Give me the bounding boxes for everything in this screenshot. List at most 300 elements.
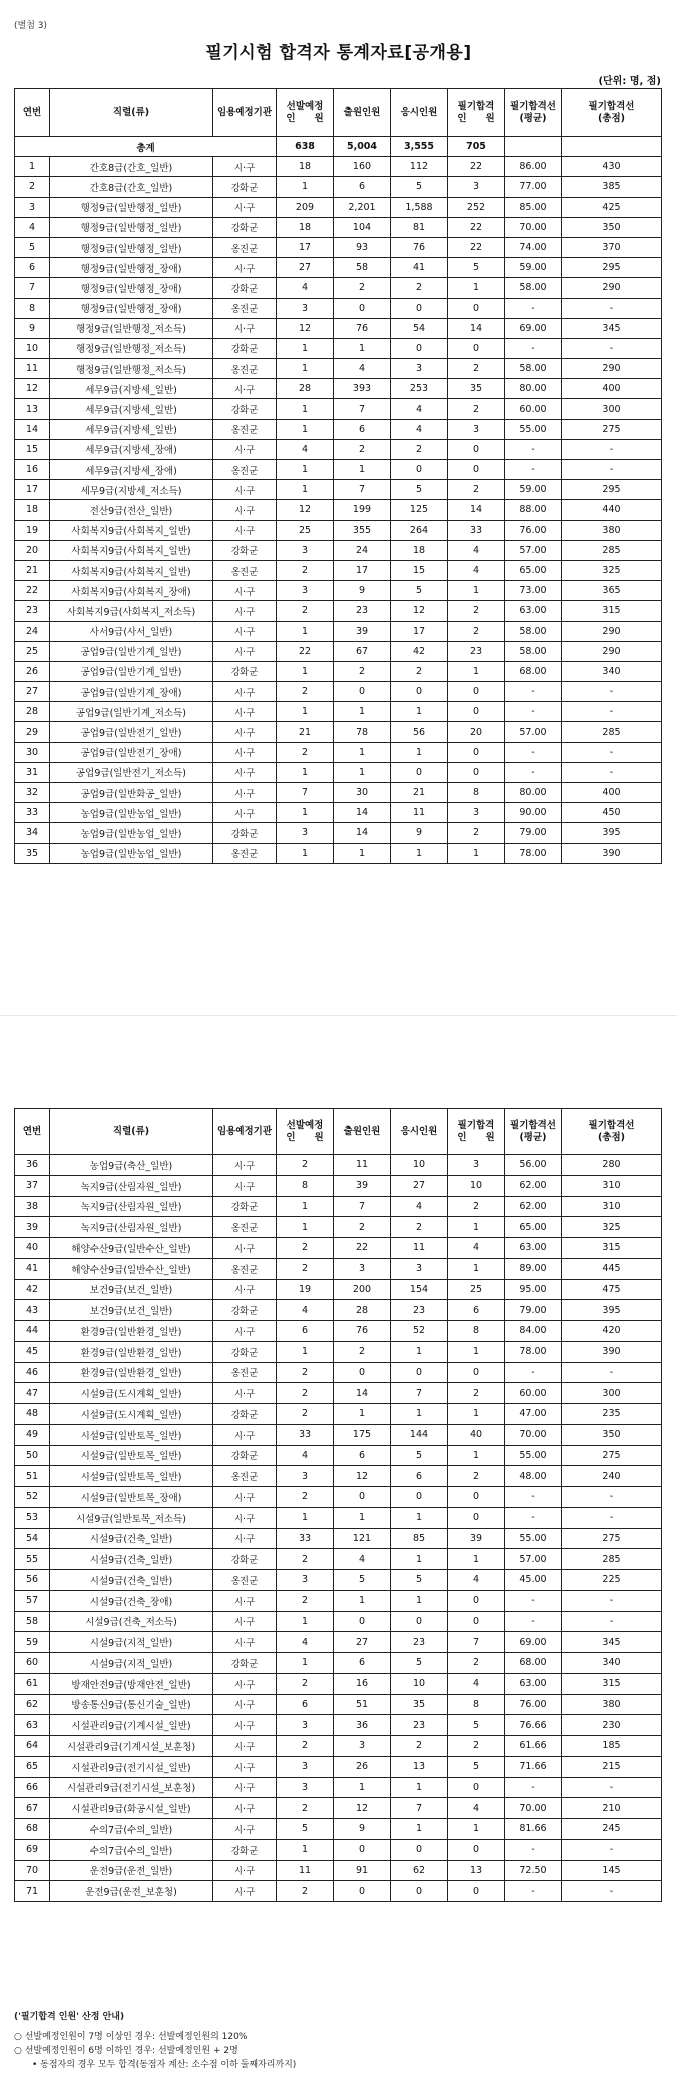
- cell-cut-avg: 58.00: [505, 359, 562, 379]
- cell-applied: 7: [334, 480, 391, 500]
- cell-no: 26: [15, 661, 50, 681]
- cell-applied: 1: [334, 338, 391, 358]
- cell-plan: 1: [277, 702, 334, 722]
- cell-applied: 0: [334, 1839, 391, 1860]
- cell-plan: 12: [277, 318, 334, 338]
- cell-agency: 시·구: [213, 1736, 277, 1757]
- cell-applied: 16: [334, 1673, 391, 1694]
- cell-cut-avg: 90.00: [505, 803, 562, 823]
- cell-cut-avg: 73.00: [505, 581, 562, 601]
- cell-agency: 시·구: [213, 1777, 277, 1798]
- cell-agency: 강화군: [213, 338, 277, 358]
- cell-cut-total: -: [562, 1590, 662, 1611]
- cell-agency: 옹진군: [213, 843, 277, 863]
- notes-line-1: ○ 선발예정인원이 7명 이상인 경우: 선발예정인원의 120%: [14, 2032, 248, 2042]
- cell-plan: 3: [277, 298, 334, 318]
- cell-took: 54: [391, 318, 448, 338]
- cell-plan: 2: [277, 560, 334, 580]
- cell-passed: 35: [448, 379, 505, 399]
- cell-no: 18: [15, 500, 50, 520]
- cell-job: 시설관리9급(기계시설_보훈청): [50, 1736, 213, 1757]
- total-label: 총계: [15, 137, 277, 157]
- cell-no: 5: [15, 237, 50, 257]
- cell-took: 42: [391, 641, 448, 661]
- table-row: [15, 1424, 662, 1445]
- cell-took: 5: [391, 581, 448, 601]
- header-agency: 임용예정기관: [213, 89, 277, 137]
- cell-cut-avg: -: [505, 762, 562, 782]
- cell-applied: 4: [334, 359, 391, 379]
- cell-plan: 1: [277, 1839, 334, 1860]
- cell-took: 1: [391, 1404, 448, 1425]
- cell-job: 공업9급(일반기계_일반): [50, 661, 213, 681]
- cell-cut-avg: 58.00: [505, 621, 562, 641]
- cell-cut-avg: 86.00: [505, 157, 562, 177]
- table-row: [15, 1175, 662, 1196]
- table-row: [15, 480, 662, 500]
- cell-passed: 2: [448, 601, 505, 621]
- cell-job: 농업9급(일반농업_일반): [50, 823, 213, 843]
- cell-passed: 0: [448, 1590, 505, 1611]
- cell-took: 3: [391, 1258, 448, 1279]
- cell-agency: 시·구: [213, 1383, 277, 1404]
- cell-cut-total: 390: [562, 843, 662, 863]
- cell-cut-avg: 89.00: [505, 1258, 562, 1279]
- stats-table-1: [14, 88, 662, 864]
- table-row: [15, 1673, 662, 1694]
- cell-applied: 76: [334, 1321, 391, 1342]
- cell-applied: 39: [334, 1175, 391, 1196]
- cell-no: 58: [15, 1611, 50, 1632]
- cell-cut-avg: -: [505, 460, 562, 480]
- table-row: [15, 1777, 662, 1798]
- cell-no: 10: [15, 338, 50, 358]
- cell-plan: 8: [277, 1175, 334, 1196]
- cell-plan: 3: [277, 1715, 334, 1736]
- cell-passed: 0: [448, 1839, 505, 1860]
- cell-cut-avg: 81.66: [505, 1819, 562, 1840]
- table-row: [15, 1860, 662, 1881]
- cell-cut-total: 215: [562, 1756, 662, 1777]
- cell-agency: 시·구: [213, 1507, 277, 1528]
- cell-agency: 옹진군: [213, 1258, 277, 1279]
- cell-took: 17: [391, 621, 448, 641]
- cell-no: 41: [15, 1258, 50, 1279]
- cell-job: 행정9급(일반행정_저소득): [50, 338, 213, 358]
- cell-agency: 시·구: [213, 520, 277, 540]
- cell-job: 녹지9급(산림자원_일반): [50, 1196, 213, 1217]
- cell-applied: 14: [334, 823, 391, 843]
- cell-no: 31: [15, 762, 50, 782]
- cell-agency: 시·구: [213, 439, 277, 459]
- cell-passed: 2: [448, 1653, 505, 1674]
- notes-line-2: ○ 선발예정인원이 6명 이하인 경우: 선발예정인원 + 2명: [14, 2046, 238, 2056]
- header-passed: 필기합격 인 원: [448, 1109, 505, 1155]
- cell-applied: 2: [334, 1217, 391, 1238]
- table-row: [15, 338, 662, 358]
- cell-cut-avg: -: [505, 1881, 562, 1902]
- cell-cut-avg: 59.00: [505, 480, 562, 500]
- cell-passed: 1: [448, 1445, 505, 1466]
- cell-cut-avg: -: [505, 682, 562, 702]
- cell-agency: 시·구: [213, 318, 277, 338]
- cell-cut-avg: 76.00: [505, 520, 562, 540]
- cell-applied: 39: [334, 621, 391, 641]
- cell-cut-total: 350: [562, 217, 662, 237]
- cell-cut-avg: 79.00: [505, 1300, 562, 1321]
- cell-plan: 2: [277, 1258, 334, 1279]
- cell-agency: 강화군: [213, 1196, 277, 1217]
- cell-job: 사회복지9급(사회복지_일반): [50, 540, 213, 560]
- cell-job: 공업9급(일반기계_저소득): [50, 702, 213, 722]
- cell-cut-avg: 70.00: [505, 1798, 562, 1819]
- cell-no: 46: [15, 1362, 50, 1383]
- cell-agency: 강화군: [213, 1445, 277, 1466]
- cell-no: 4: [15, 217, 50, 237]
- header-applied: 출원인원: [334, 1109, 391, 1155]
- cell-took: 0: [391, 460, 448, 480]
- cell-took: 62: [391, 1860, 448, 1881]
- cell-agency: 강화군: [213, 661, 277, 681]
- cell-no: 15: [15, 439, 50, 459]
- total-applied: 5,004: [334, 137, 391, 157]
- table-row: [15, 237, 662, 257]
- cell-cut-total: -: [562, 762, 662, 782]
- cell-plan: 4: [277, 1300, 334, 1321]
- table-row: [15, 278, 662, 298]
- cell-cut-total: 380: [562, 1694, 662, 1715]
- cell-no: 17: [15, 480, 50, 500]
- cell-applied: 76: [334, 318, 391, 338]
- cell-passed: 22: [448, 237, 505, 257]
- cell-plan: 4: [277, 1632, 334, 1653]
- cell-took: 5: [391, 1445, 448, 1466]
- cell-took: 4: [391, 399, 448, 419]
- cell-took: 15: [391, 560, 448, 580]
- cell-job: 시설9급(일반토목_일반): [50, 1466, 213, 1487]
- cell-took: 2: [391, 1217, 448, 1238]
- cell-applied: 5: [334, 1570, 391, 1591]
- cell-job: 사회복지9급(사회복지_일반): [50, 560, 213, 580]
- cell-passed: 23: [448, 641, 505, 661]
- cell-cut-avg: 63.00: [505, 1238, 562, 1259]
- cell-applied: 9: [334, 1819, 391, 1840]
- cell-applied: 91: [334, 1860, 391, 1881]
- attachment-tag: (별첨 3): [14, 21, 47, 31]
- cell-no: 45: [15, 1341, 50, 1362]
- cell-agency: 시·구: [213, 1756, 277, 1777]
- cell-cut-avg: 60.00: [505, 1383, 562, 1404]
- cell-applied: 6: [334, 1653, 391, 1674]
- cell-job: 보건9급(보건_일반): [50, 1279, 213, 1300]
- cell-no: 8: [15, 298, 50, 318]
- cell-applied: 2: [334, 278, 391, 298]
- table-row: [15, 1798, 662, 1819]
- cell-cut-total: 275: [562, 1528, 662, 1549]
- cell-applied: 2: [334, 439, 391, 459]
- cell-no: 71: [15, 1881, 50, 1902]
- cell-took: 144: [391, 1424, 448, 1445]
- cell-cut-avg: 63.00: [505, 1673, 562, 1694]
- cell-cut-total: 430: [562, 157, 662, 177]
- cell-agency: 시·구: [213, 762, 277, 782]
- cell-plan: 1: [277, 1653, 334, 1674]
- table-row: [15, 1279, 662, 1300]
- cell-applied: 2: [334, 661, 391, 681]
- header-cut-avg: 필기합격선 (평균): [505, 1109, 562, 1155]
- header-cut-avg: 필기합격선 (평균): [505, 89, 562, 137]
- cell-no: 25: [15, 641, 50, 661]
- cell-plan: 2: [277, 1238, 334, 1259]
- cell-no: 57: [15, 1590, 50, 1611]
- cell-cut-avg: 60.00: [505, 399, 562, 419]
- cell-took: 5: [391, 1653, 448, 1674]
- cell-job: 시설9급(도시계획_일반): [50, 1383, 213, 1404]
- cell-plan: 6: [277, 1321, 334, 1342]
- cell-cut-avg: 68.00: [505, 1653, 562, 1674]
- cell-took: 23: [391, 1715, 448, 1736]
- cell-plan: 17: [277, 237, 334, 257]
- cell-cut-total: 310: [562, 1175, 662, 1196]
- cell-cut-avg: 70.00: [505, 217, 562, 237]
- cell-no: 61: [15, 1673, 50, 1694]
- cell-cut-total: -: [562, 1611, 662, 1632]
- cell-cut-avg: 71.66: [505, 1756, 562, 1777]
- cell-job: 환경9급(일반환경_일반): [50, 1321, 213, 1342]
- cell-passed: 0: [448, 439, 505, 459]
- cell-agency: 강화군: [213, 1839, 277, 1860]
- cell-agency: 시·구: [213, 702, 277, 722]
- cell-no: 13: [15, 399, 50, 419]
- cell-passed: 1: [448, 581, 505, 601]
- cell-applied: 28: [334, 1300, 391, 1321]
- cell-cut-total: 145: [562, 1860, 662, 1881]
- cell-agency: 시·구: [213, 1611, 277, 1632]
- cell-plan: 2: [277, 1673, 334, 1694]
- cell-agency: 옹진군: [213, 298, 277, 318]
- header-no: 연번: [15, 89, 50, 137]
- cell-agency: 시·구: [213, 722, 277, 742]
- cell-cut-avg: 58.00: [505, 641, 562, 661]
- cell-job: 공업9급(일반전기_일반): [50, 722, 213, 742]
- cell-took: 2: [391, 439, 448, 459]
- cell-no: 65: [15, 1756, 50, 1777]
- cell-job: 행정9급(일반행정_장애): [50, 278, 213, 298]
- table-row: [15, 1507, 662, 1528]
- cell-agency: 시·구: [213, 1819, 277, 1840]
- table-row: [15, 621, 662, 641]
- cell-job: 사회복지9급(사회복지_저소득): [50, 601, 213, 621]
- cell-plan: 1: [277, 419, 334, 439]
- cell-agency: 옹진군: [213, 1217, 277, 1238]
- cell-plan: 1: [277, 843, 334, 863]
- cell-job: 행정9급(일반행정_일반): [50, 197, 213, 217]
- cell-plan: 3: [277, 1756, 334, 1777]
- cell-passed: 0: [448, 682, 505, 702]
- cell-plan: 2: [277, 1736, 334, 1757]
- cell-plan: 2: [277, 1798, 334, 1819]
- cell-no: 38: [15, 1196, 50, 1217]
- cell-cut-avg: 57.00: [505, 540, 562, 560]
- cell-job: 시설9급(건축_장애): [50, 1590, 213, 1611]
- cell-applied: 1: [334, 702, 391, 722]
- cell-no: 37: [15, 1175, 50, 1196]
- table-row: [15, 379, 662, 399]
- cell-agency: 시·구: [213, 621, 277, 641]
- cell-agency: 강화군: [213, 1300, 277, 1321]
- cell-agency: 옹진군: [213, 1570, 277, 1591]
- cell-agency: 시·구: [213, 480, 277, 500]
- cell-agency: 시·구: [213, 1279, 277, 1300]
- cell-cut-total: 425: [562, 197, 662, 217]
- cell-cut-total: -: [562, 1507, 662, 1528]
- cell-plan: 1: [277, 803, 334, 823]
- cell-cut-avg: 78.00: [505, 843, 562, 863]
- cell-cut-avg: 79.00: [505, 823, 562, 843]
- cell-job: 수의7급(수의_일반): [50, 1839, 213, 1860]
- cell-took: 1,588: [391, 197, 448, 217]
- cell-agency: 옹진군: [213, 560, 277, 580]
- cell-job: 행정9급(일반행정_일반): [50, 237, 213, 257]
- cell-plan: 2: [277, 1487, 334, 1508]
- cell-took: 52: [391, 1321, 448, 1342]
- cell-applied: 0: [334, 1881, 391, 1902]
- cell-no: 24: [15, 621, 50, 641]
- cell-no: 55: [15, 1549, 50, 1570]
- cell-applied: 1: [334, 1590, 391, 1611]
- cell-cut-total: 475: [562, 1279, 662, 1300]
- cell-cut-avg: 74.00: [505, 237, 562, 257]
- cell-passed: 0: [448, 1487, 505, 1508]
- table-row: [15, 177, 662, 197]
- cell-took: 0: [391, 1362, 448, 1383]
- cell-cut-total: -: [562, 298, 662, 318]
- cell-cut-total: 345: [562, 318, 662, 338]
- cell-applied: 0: [334, 298, 391, 318]
- cell-applied: 27: [334, 1632, 391, 1653]
- cell-took: 56: [391, 722, 448, 742]
- cell-job: 농업9급(축산_일반): [50, 1155, 213, 1176]
- cell-took: 1: [391, 843, 448, 863]
- cell-took: 21: [391, 783, 448, 803]
- table-row: [15, 1238, 662, 1259]
- cell-cut-avg: 76.00: [505, 1694, 562, 1715]
- cell-applied: 2,201: [334, 197, 391, 217]
- cell-applied: 200: [334, 1279, 391, 1300]
- cell-job: 행정9급(일반행정_저소득): [50, 359, 213, 379]
- cell-took: 41: [391, 258, 448, 278]
- cell-no: 21: [15, 560, 50, 580]
- cell-cut-avg: 72.50: [505, 1860, 562, 1881]
- cell-cut-total: 275: [562, 1445, 662, 1466]
- cell-cut-total: 345: [562, 1632, 662, 1653]
- table-row: [15, 601, 662, 621]
- cell-took: 1: [391, 1341, 448, 1362]
- cell-plan: 1: [277, 359, 334, 379]
- cell-plan: 1: [277, 338, 334, 358]
- cell-cut-avg: 56.00: [505, 1155, 562, 1176]
- cell-cut-total: 310: [562, 1196, 662, 1217]
- table-row: [15, 1321, 662, 1342]
- cell-passed: 2: [448, 399, 505, 419]
- cell-no: 32: [15, 783, 50, 803]
- cell-plan: 1: [277, 1217, 334, 1238]
- cell-cut-total: 395: [562, 823, 662, 843]
- cell-job: 녹지9급(산림자원_일반): [50, 1217, 213, 1238]
- cell-no: 53: [15, 1507, 50, 1528]
- cell-applied: 11: [334, 1155, 391, 1176]
- cell-job: 전산9급(전산_일반): [50, 500, 213, 520]
- cell-no: 49: [15, 1424, 50, 1445]
- cell-cut-avg: -: [505, 742, 562, 762]
- cell-no: 70: [15, 1860, 50, 1881]
- cell-job: 시설관리9급(전기시설_일반): [50, 1756, 213, 1777]
- header-cut-total: 필기합격선 (총점): [562, 89, 662, 137]
- table-row: [15, 1258, 662, 1279]
- cell-passed: 3: [448, 419, 505, 439]
- cell-passed: 2: [448, 359, 505, 379]
- cell-cut-total: 290: [562, 278, 662, 298]
- cell-took: 0: [391, 762, 448, 782]
- table-row: [15, 460, 662, 480]
- cell-plan: 28: [277, 379, 334, 399]
- total-plan: 638: [277, 137, 334, 157]
- table-row: [15, 197, 662, 217]
- cell-cut-total: 440: [562, 500, 662, 520]
- cell-passed: 2: [448, 823, 505, 843]
- cell-job: 시설9급(지적_일반): [50, 1653, 213, 1674]
- cell-job: 사서9급(사서_일반): [50, 621, 213, 641]
- cell-no: 3: [15, 197, 50, 217]
- cell-passed: 1: [448, 1404, 505, 1425]
- cell-job: 행정9급(일반행정_장애): [50, 298, 213, 318]
- cell-cut-avg: 57.00: [505, 722, 562, 742]
- cell-cut-total: 325: [562, 1217, 662, 1238]
- cell-no: 1: [15, 157, 50, 177]
- cell-passed: 40: [448, 1424, 505, 1445]
- cell-passed: 2: [448, 1196, 505, 1217]
- table-row: [15, 439, 662, 459]
- table-row: [15, 661, 662, 681]
- cell-applied: 393: [334, 379, 391, 399]
- cell-job: 시설9급(건축_일반): [50, 1528, 213, 1549]
- cell-took: 76: [391, 237, 448, 257]
- table-row: [15, 1155, 662, 1176]
- cell-passed: 5: [448, 1715, 505, 1736]
- cell-plan: 2: [277, 682, 334, 702]
- cell-agency: 시·구: [213, 500, 277, 520]
- cell-applied: 160: [334, 157, 391, 177]
- cell-took: 10: [391, 1673, 448, 1694]
- cell-agency: 시·구: [213, 581, 277, 601]
- table-row: [15, 1528, 662, 1549]
- cell-cut-total: -: [562, 742, 662, 762]
- cell-agency: 시·구: [213, 682, 277, 702]
- cell-job: 해양수산9급(일반수산_일반): [50, 1258, 213, 1279]
- cell-cut-total: -: [562, 460, 662, 480]
- cell-job: 운전9급(운전_일반): [50, 1860, 213, 1881]
- cell-plan: 1: [277, 621, 334, 641]
- cell-cut-avg: -: [505, 298, 562, 318]
- cell-plan: 27: [277, 258, 334, 278]
- cell-no: 27: [15, 682, 50, 702]
- cell-cut-total: 340: [562, 1653, 662, 1674]
- cell-took: 5: [391, 480, 448, 500]
- cell-agency: 시·구: [213, 601, 277, 621]
- cell-passed: 1: [448, 661, 505, 681]
- cell-plan: 6: [277, 1694, 334, 1715]
- cell-job: 시설9급(건축_저소득): [50, 1611, 213, 1632]
